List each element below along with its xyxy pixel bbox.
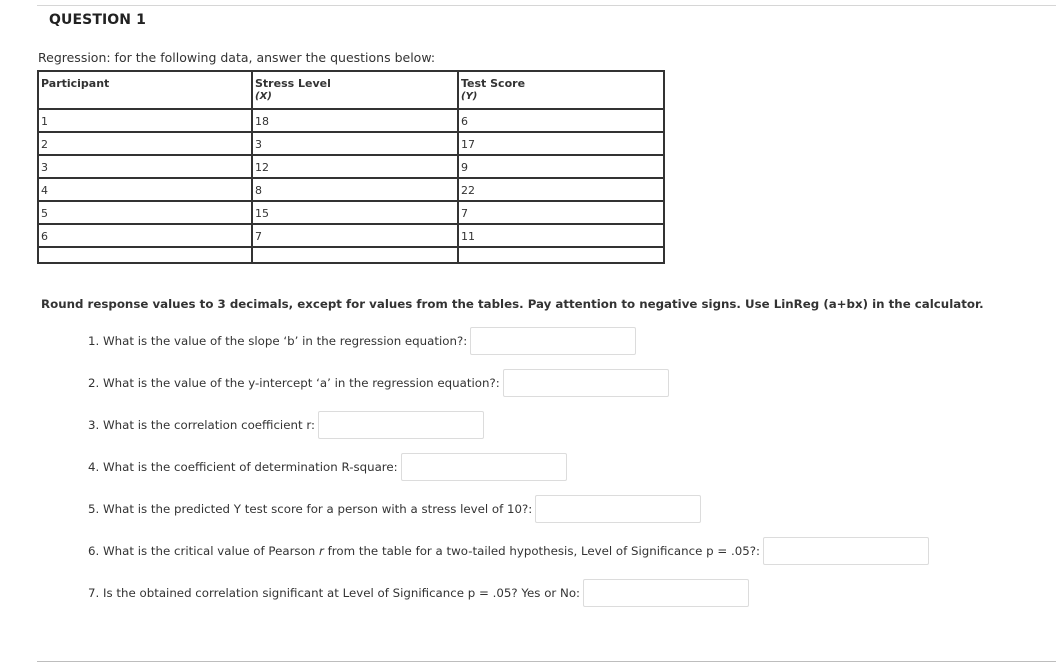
cell-participant: 4 [38, 178, 252, 201]
question-label: 1. What is the value of the slope ‘b’ in the regression equation?: [88, 334, 468, 348]
header-test-score-sub: (Y) [461, 91, 478, 102]
cell-stress-level: 8 [252, 178, 458, 201]
empty-cell [458, 247, 664, 263]
cell-test-score: 9 [458, 155, 664, 178]
cell-test-score: 7 [458, 201, 664, 224]
slope-answer-input[interactable] [470, 327, 636, 355]
header-stress-level-label: Stress Level [255, 77, 331, 90]
data-table [37, 70, 665, 264]
question-item-intercept [88, 368, 669, 398]
cell-test-score: 17 [458, 132, 664, 155]
top-divider [37, 5, 1056, 6]
header-stress-level-sub: (X) [255, 91, 272, 102]
table-row [38, 155, 664, 178]
cell-participant: 2 [38, 132, 252, 155]
table-row [38, 109, 664, 132]
question-item-predicted-y [88, 494, 701, 524]
question-item-r-square [88, 452, 567, 482]
cell-stress-level: 18 [252, 109, 458, 132]
table-row [38, 178, 664, 201]
cell-test-score: 11 [458, 224, 664, 247]
correlation-answer-input[interactable] [318, 411, 484, 439]
cell-test-score: 22 [458, 178, 664, 201]
cell-participant: 1 [38, 109, 252, 132]
intercept-answer-input[interactable] [503, 369, 669, 397]
empty-cell [252, 247, 458, 263]
question-label-post: from the table for a two-tailed hypothesis, Level of Significance p = .05?: [323, 544, 760, 558]
table-row [38, 224, 664, 247]
question-intro: Regression: for the following data, answer the questions below: [38, 50, 436, 65]
instructions: Round response values to 3 decimals, except for values from the tables. Pay attention to negative signs. Use LinReg (a+bx) in the calculator. [41, 297, 984, 311]
question-label: 2. What is the value of the y-intercept ‘a’ in the regression equation?: [88, 376, 500, 390]
table-row [38, 201, 664, 224]
cell-participant: 3 [38, 155, 252, 178]
bottom-divider [37, 661, 1056, 662]
header-test-score-label: Test Score [461, 77, 526, 90]
question-label: 3. What is the correlation coefficient r: [88, 418, 315, 432]
header-test-score [458, 71, 664, 109]
empty-cell [38, 247, 252, 263]
question-label: 5. What is the predicted Y test score for a person with a stress level of 10?: [88, 502, 533, 516]
cell-stress-level: 7 [252, 224, 458, 247]
table-row [38, 132, 664, 155]
question-label [88, 544, 760, 558]
question-item-significance [88, 578, 749, 608]
table-empty-row [38, 247, 664, 263]
cell-participant: 5 [38, 201, 252, 224]
cell-test-score: 6 [458, 109, 664, 132]
cell-stress-level: 12 [252, 155, 458, 178]
predicted-y-answer-input[interactable] [535, 495, 701, 523]
cell-participant: 6 [38, 224, 252, 247]
r-square-answer-input[interactable] [401, 453, 567, 481]
table-header-row [38, 71, 664, 109]
cell-stress-level: 15 [252, 201, 458, 224]
question-item-slope [88, 326, 636, 356]
header-participant [38, 71, 252, 109]
question-item-critical-value [88, 536, 929, 566]
header-participant-label: Participant [41, 77, 110, 90]
question-item-correlation [88, 410, 484, 440]
question-title: QUESTION 1 [49, 12, 146, 28]
question-label: 4. What is the coefficient of determination R-square: [88, 460, 398, 474]
significance-answer-input[interactable] [583, 579, 749, 607]
header-stress-level [252, 71, 458, 109]
question-label-pre: 6. What is the critical value of Pearson [88, 544, 320, 558]
cell-stress-level: 3 [252, 132, 458, 155]
question-label-r: r [319, 544, 324, 558]
critical-value-answer-input[interactable] [763, 537, 929, 565]
question-label: 7. Is the obtained correlation significant at Level of Significance p = .05? Yes or No: [88, 586, 581, 600]
